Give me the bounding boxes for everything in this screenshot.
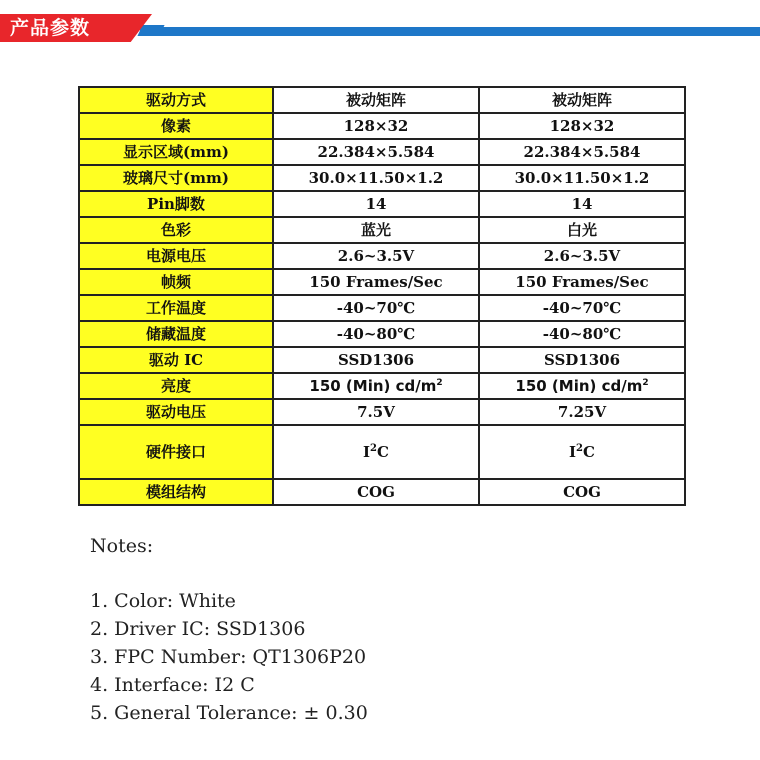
header-divider-line — [140, 27, 760, 36]
row-value-1: 蓝光 — [273, 217, 479, 243]
table-row — [79, 87, 685, 113]
row-value-2: 14 — [479, 191, 685, 217]
row-value-1: 被动矩阵 — [273, 87, 479, 113]
interface-text-tail: C — [377, 442, 389, 461]
row-label: 像素 — [79, 113, 273, 139]
row-value-1 — [273, 373, 479, 399]
spec-table — [78, 86, 686, 506]
row-value-2: 128×32 — [479, 113, 685, 139]
notes-section — [90, 535, 690, 727]
row-value-1 — [273, 425, 479, 479]
row-value-1: 2.6~3.5V — [273, 243, 479, 269]
row-value-1: 14 — [273, 191, 479, 217]
table-row — [79, 113, 685, 139]
brightness-text: 150 (Min) cd/m — [309, 376, 437, 395]
row-value-2: 被动矩阵 — [479, 87, 685, 113]
row-value-1: COG — [273, 479, 479, 505]
row-label: 电源电压 — [79, 243, 273, 269]
interface-text-tail: C — [583, 442, 595, 461]
row-value-1: 150 Frames/Sec — [273, 269, 479, 295]
row-label: 亮度 — [79, 373, 273, 399]
table-row — [79, 347, 685, 373]
row-label: 驱动 IC — [79, 347, 273, 373]
superscript: 2 — [576, 442, 584, 454]
table-row — [79, 243, 685, 269]
table-row — [79, 295, 685, 321]
row-label: 工作温度 — [79, 295, 273, 321]
row-value-2: 150 Frames/Sec — [479, 269, 685, 295]
table-row — [79, 425, 685, 479]
row-value-1: 22.384×5.584 — [273, 139, 479, 165]
table-row — [79, 139, 685, 165]
row-value-1: 128×32 — [273, 113, 479, 139]
row-label: 帧频 — [79, 269, 273, 295]
row-value-2: -40~70℃ — [479, 295, 685, 321]
table-row — [79, 321, 685, 347]
row-value-2: COG — [479, 479, 685, 505]
row-value-2 — [479, 373, 685, 399]
row-value-2: SSD1306 — [479, 347, 685, 373]
row-label: 驱动电压 — [79, 399, 273, 425]
row-value-2: 2.6~3.5V — [479, 243, 685, 269]
row-value-1: -40~70℃ — [273, 295, 479, 321]
row-label: 玻璃尺寸(mm) — [79, 165, 273, 191]
row-value-1: 7.5V — [273, 399, 479, 425]
row-value-2: 白光 — [479, 217, 685, 243]
table-row — [79, 269, 685, 295]
row-label: 模组结构 — [79, 479, 273, 505]
table-row — [79, 399, 685, 425]
superscript: 2 — [436, 377, 443, 388]
list-item: 4. Interface: I2 C — [90, 674, 255, 696]
table-row — [79, 217, 685, 243]
row-label: Pin脚数 — [79, 191, 273, 217]
table-row — [79, 191, 685, 217]
row-label: 色彩 — [79, 217, 273, 243]
section-header — [0, 14, 760, 44]
list-item: 5. General Tolerance: ± 0.30 — [90, 702, 368, 724]
table-row — [79, 373, 685, 399]
row-value-2: 22.384×5.584 — [479, 139, 685, 165]
brightness-text: 150 (Min) cd/m — [515, 376, 643, 395]
interface-text: I — [363, 442, 371, 461]
row-value-2: 30.0×11.50×1.2 — [479, 165, 685, 191]
row-label: 储藏温度 — [79, 321, 273, 347]
row-value-2: 7.25V — [479, 399, 685, 425]
row-value-1: -40~80℃ — [273, 321, 479, 347]
table-row — [79, 479, 685, 505]
superscript: 2 — [370, 442, 378, 454]
superscript: 2 — [642, 377, 649, 388]
row-value-1: 30.0×11.50×1.2 — [273, 165, 479, 191]
row-label: 显示区域(mm) — [79, 139, 273, 165]
list-item: 2. Driver IC: SSD1306 — [90, 618, 306, 640]
interface-text: I — [569, 442, 577, 461]
list-item: 1. Color: White — [90, 590, 236, 612]
list-item: 3. FPC Number: QT1306P20 — [90, 646, 367, 668]
section-title: 产品参数 — [10, 17, 91, 39]
row-label: 硬件接口 — [79, 425, 273, 479]
row-value-2: -40~80℃ — [479, 321, 685, 347]
row-value-2 — [479, 425, 685, 479]
row-label: 驱动方式 — [79, 87, 273, 113]
row-value-1: SSD1306 — [273, 347, 479, 373]
notes-list — [90, 587, 690, 727]
table-row — [79, 165, 685, 191]
notes-title: Notes: — [90, 535, 154, 557]
